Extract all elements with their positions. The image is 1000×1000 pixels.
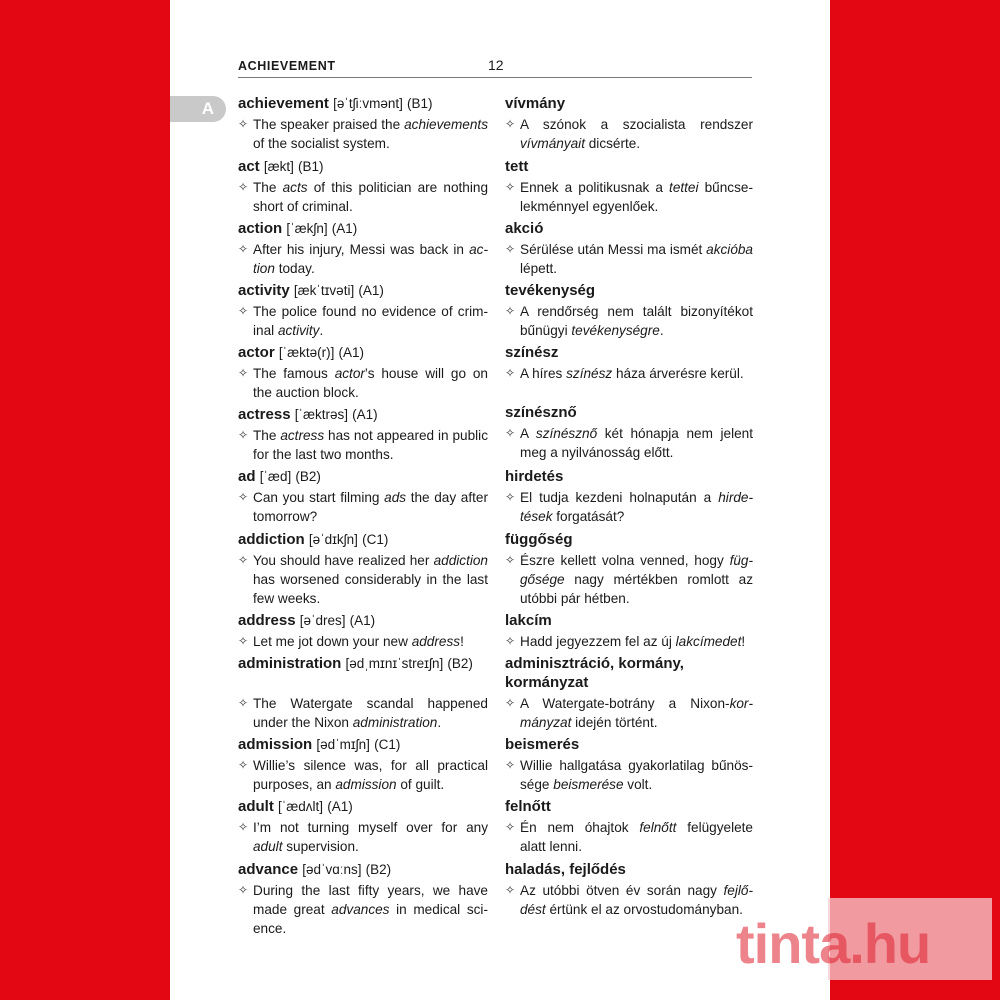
translation-line [505,735,753,754]
headword-line [238,343,488,362]
entry-hu [505,735,753,794]
watermark-logo: tinta.hu [736,912,931,975]
headword-line [238,94,488,113]
example-text: Let me jot down your new [253,634,412,649]
headword-line [238,654,488,673]
entry-hu [505,157,753,216]
translation-headword[interactable]: színésznő [505,404,577,421]
example-text: felügyelete alatt lenni. [520,820,753,854]
example-marker-icon: ✧ [505,553,516,567]
translation-example [505,551,753,608]
translation-example [505,178,753,216]
translation-headword[interactable]: tevékenység [505,282,596,299]
example-highlight: admission [335,777,397,792]
example-text: dicsérte. [584,136,641,151]
example-marker-icon: ✧ [238,883,249,897]
example-marker-icon: ✧ [505,883,516,897]
translation-headword[interactable]: haladás, fejlődés [505,861,626,878]
example-text: The [253,428,281,443]
example-marker-icon: ✧ [505,117,516,131]
entry-hu [505,860,753,919]
example-highlight: akcióba [706,242,753,257]
example-marker-icon: ✧ [238,696,249,710]
example-text: supervision. [282,839,359,854]
headword-line [238,281,488,300]
translation-line [505,343,753,362]
example-marker-icon: ✧ [505,426,516,440]
example-marker-icon: ✧ [238,758,249,772]
translation-headword[interactable]: felnőtt [505,798,551,815]
letter-tab-label: A [201,99,214,118]
example-highlight: színész [566,366,613,381]
example-highlight: actor [334,366,365,381]
example-highlight: fejlődést [520,883,753,917]
example-text: két hónapja nem jelent meg a nyilvánosság előtt. [520,426,753,460]
translation-line [505,467,753,486]
example-text: ’s house will go on the auction block. [253,366,488,400]
translation-line [505,219,753,238]
example-sentence [238,632,488,651]
example-text: Willie’s silence was, for all practical purposes, an [253,758,488,792]
headword[interactable]: addiction [238,531,305,548]
translation-line [505,530,753,549]
translation-line [505,157,753,176]
level-badge: (B2) [365,862,392,877]
headword-line [238,219,488,238]
example-sentence [238,302,488,340]
example-highlight: hirdetések [520,490,753,524]
translation-example [505,818,753,856]
headword[interactable]: actress [238,406,291,423]
example-text: in medical science. [253,902,488,936]
level-badge: (A1) [358,283,384,298]
example-sentence [238,818,488,856]
example-text: Willie hallgatása gyakorlatilag bűnössége [520,758,753,792]
example-marker-icon: ✧ [505,758,516,772]
example-marker-icon: ✧ [238,117,249,131]
headword[interactable]: adult [238,798,274,815]
level-badge: (B1) [407,96,433,111]
example-text: of guilt. [396,777,445,792]
example-text: has worsened considerably in the last few weeks. [253,572,488,606]
example-highlight: administration [352,715,438,730]
level-badge: (B1) [298,159,324,174]
headword-line [238,735,488,754]
headword-line [238,405,488,424]
pronunciation: [ədˈvɑːns] [302,862,362,877]
example-text: . [437,715,442,730]
level-badge: (A1) [352,407,378,422]
translation-example [505,881,753,919]
example-marker-icon: ✧ [505,696,516,710]
example-sentence [238,756,488,794]
translation-headword[interactable]: hirdetés [505,468,564,485]
pronunciation: [ˈædʌlt] [278,799,324,814]
pronunciation: [ækˈtɪvəti] [293,283,355,298]
example-text: ! [741,634,746,649]
entry-hu [505,343,753,383]
example-text: Ennek a politikusnak a [520,180,670,195]
example-highlight: acts [282,180,308,195]
level-badge: (C1) [362,532,389,547]
example-marker-icon: ✧ [238,553,249,567]
pronunciation: [ˈæktə(r)] [278,345,335,360]
page-number: 12 [488,57,504,73]
example-text: értünk el az orvostudományban. [545,902,743,917]
example-highlight: achievements [404,117,488,132]
headword[interactable]: admission [238,736,313,753]
level-badge: (B2) [447,656,473,671]
translation-line [505,860,753,879]
example-text: El tudja kezdeni holnapután a [520,490,719,505]
example-marker-icon: ✧ [505,490,516,504]
pronunciation: [ækt] [263,159,294,174]
running-title: ACHIEVEMENT [238,59,336,73]
translation-headword[interactable]: vívmány [505,95,566,112]
example-sentence [238,551,488,608]
example-highlight: addiction [433,553,488,568]
entry-hu [505,611,753,651]
headword[interactable]: activity [238,282,290,299]
translation-line [505,797,753,816]
example-highlight: tettei [669,180,699,195]
translation-line [505,94,753,113]
example-text: A rendőrség nem talált bizonyítékot bűnügyi [520,304,753,338]
translation-example [505,240,753,278]
headword-line [238,860,488,879]
example-sentence [238,426,488,464]
translation-line [505,654,753,692]
example-text: bűncselekménnyel egyenlőek. [520,180,753,214]
translation-headword[interactable]: színész [505,344,559,361]
translation-example [505,302,753,340]
translation-example [505,488,753,526]
entry-en [238,94,488,153]
example-highlight: actress [280,428,325,443]
translation-line [505,611,753,630]
example-highlight: beismerése [553,777,624,792]
translation-headword[interactable]: függőség [505,531,573,548]
example-highlight: tevékenységre [571,323,660,338]
translation-line [505,403,753,422]
translation-example [505,756,753,794]
entry-hu [505,281,753,340]
level-badge: (A1) [349,613,376,628]
entry-en [238,860,488,938]
entry-en [238,611,488,651]
translation-headword[interactable]: akció [505,220,544,237]
example-sentence [238,115,488,153]
pronunciation: [əˈdres] [299,613,346,628]
entry-en [238,281,488,340]
example-text: today. [274,261,315,276]
example-text: Az utóbbi ötven év során nagy [520,883,724,898]
example-highlight: felnőtt [639,820,677,835]
example-text: The police found no evidence of criminal [253,304,488,338]
example-text: The Watergate scandal happened under the Nixon [253,696,488,730]
headword[interactable]: administration [238,655,342,672]
translation-example [505,694,753,732]
pronunciation: [əˈdɪkʃn] [308,532,358,547]
example-marker-icon: ✧ [505,634,516,648]
headword-line [238,467,488,486]
example-text: ! [460,634,464,649]
level-badge: (A1) [331,221,358,236]
entry-en [238,530,488,608]
translation-line [505,281,753,300]
entry-hu [505,94,753,153]
entry-en [238,157,488,216]
example-highlight: lakcímedet [675,634,742,649]
example-text: of the socialist system. [253,136,390,151]
entry-en [238,219,488,278]
example-marker-icon: ✧ [505,366,516,380]
entry-hu [505,530,753,608]
example-marker-icon: ✧ [238,242,249,256]
example-text: During the last fifty years, we have made great [253,883,488,917]
level-badge: (A1) [327,799,353,814]
example-text: Can you start filming [253,490,385,505]
translation-headword[interactable]: tett [505,158,529,175]
level-badge: (B2) [295,469,321,484]
pronunciation: [ˈæd] [259,469,292,484]
example-text: You should have realized her [253,553,434,568]
headword[interactable]: action [238,220,283,237]
example-text: nagy mértékben romlott az utóbbi pár hétben. [520,572,753,606]
entry-en [238,343,488,402]
example-marker-icon: ✧ [505,242,516,256]
headword-line [238,611,488,630]
translation-headword[interactable]: lakcím [505,612,552,629]
example-highlight: address [411,634,461,649]
pronunciation: [ədˈmɪʃn] [316,737,370,752]
entry-en [238,735,488,794]
example-marker-icon: ✧ [238,428,249,442]
example-text: A Watergate-botrány a Nixon- [520,696,730,711]
pronunciation: [ˈæktrəs] [294,407,348,422]
example-text: Hadd jegyezzem fel az új [520,634,676,649]
example-text: After his injury, Messi was back in [253,242,470,257]
example-sentence [238,364,488,402]
example-text: Észre kellett volna venned, hogy [520,553,730,568]
example-sentence [238,178,488,216]
headword-line [238,530,488,549]
example-text: The famous [253,366,335,381]
example-text: Sérülése után Messi ma ismét [520,242,707,257]
example-text: A [520,426,536,441]
example-highlight: advances [331,902,390,917]
headword-line [238,797,488,816]
example-marker-icon: ✧ [238,304,249,318]
example-marker-icon: ✧ [505,820,516,834]
translation-example [505,424,753,462]
translation-example [505,632,753,651]
headword[interactable]: achievement [238,95,329,112]
level-badge: (C1) [374,737,401,752]
example-marker-icon: ✧ [238,366,249,380]
example-text: Én nem óhajtok [520,820,640,835]
example-text: A híres [520,366,567,381]
example-marker-icon: ✧ [238,180,249,194]
translation-example [505,364,753,383]
example-highlight: activity [277,323,320,338]
headword[interactable]: address [238,612,296,629]
example-text: of this politician are nothing short of criminal. [253,180,488,214]
example-highlight: vívmányait [520,136,585,151]
example-sentence [238,240,488,278]
example-text: forgatását? [552,509,625,524]
example-text: The speaker praised the [253,117,405,132]
example-text: the day after tomorrow? [253,490,488,524]
headword[interactable]: ad [238,468,256,485]
headword[interactable]: advance [238,861,299,878]
example-text: . [659,323,664,338]
entry-en [238,405,488,464]
example-marker-icon: ✧ [505,304,516,318]
example-highlight: action [253,242,488,276]
example-highlight: színésznő [535,426,598,441]
headword-line [238,157,488,176]
example-text: . [319,323,324,338]
entry-en [238,654,488,732]
example-text: I’m not turning myself over for any [253,820,488,835]
running-head [238,55,752,78]
example-text: has not appeared in public for the last two months. [253,428,488,462]
pronunciation: [əˈtʃiːvmənt] [333,96,403,111]
entry-hu [505,219,753,278]
entry-en [238,467,488,526]
entry-hu [505,797,753,856]
example-text: A szónok a szocialista rendszer [520,117,753,132]
example-marker-icon: ✧ [505,180,516,194]
example-highlight: függősége [520,553,753,587]
translation-headword[interactable]: beismerés [505,736,580,753]
example-sentence [238,881,488,938]
entry-hu [505,467,753,526]
example-text: háza árverésre kerül. [612,366,744,381]
level-badge: (A1) [338,345,365,360]
example-highlight: kormányzat [520,696,753,730]
entry-hu [505,403,753,462]
example-text: lépett. [520,261,558,276]
pronunciation: [ˈækʃn] [286,221,328,236]
entry-en [238,797,488,856]
example-text: volt. [623,777,653,792]
pronunciation: [ədˌmɪnɪˈstreɪʃn] [345,656,444,671]
example-highlight: adult [253,839,283,854]
letter-tab[interactable] [170,96,226,122]
example-sentence [238,694,488,732]
translation-example [505,115,753,153]
example-highlight: ads [384,490,407,505]
example-marker-icon: ✧ [238,490,249,504]
entry-hu [505,654,753,732]
example-marker-icon: ✧ [238,634,249,648]
translation-headword[interactable]: adminisztráció, kormány, kormányzat [505,655,684,691]
example-sentence [238,488,488,526]
example-text: The [253,180,283,195]
headword[interactable]: actor [238,344,275,361]
example-marker-icon: ✧ [238,820,249,834]
headword[interactable]: act [238,158,260,175]
example-text: idején történt. [571,715,658,730]
